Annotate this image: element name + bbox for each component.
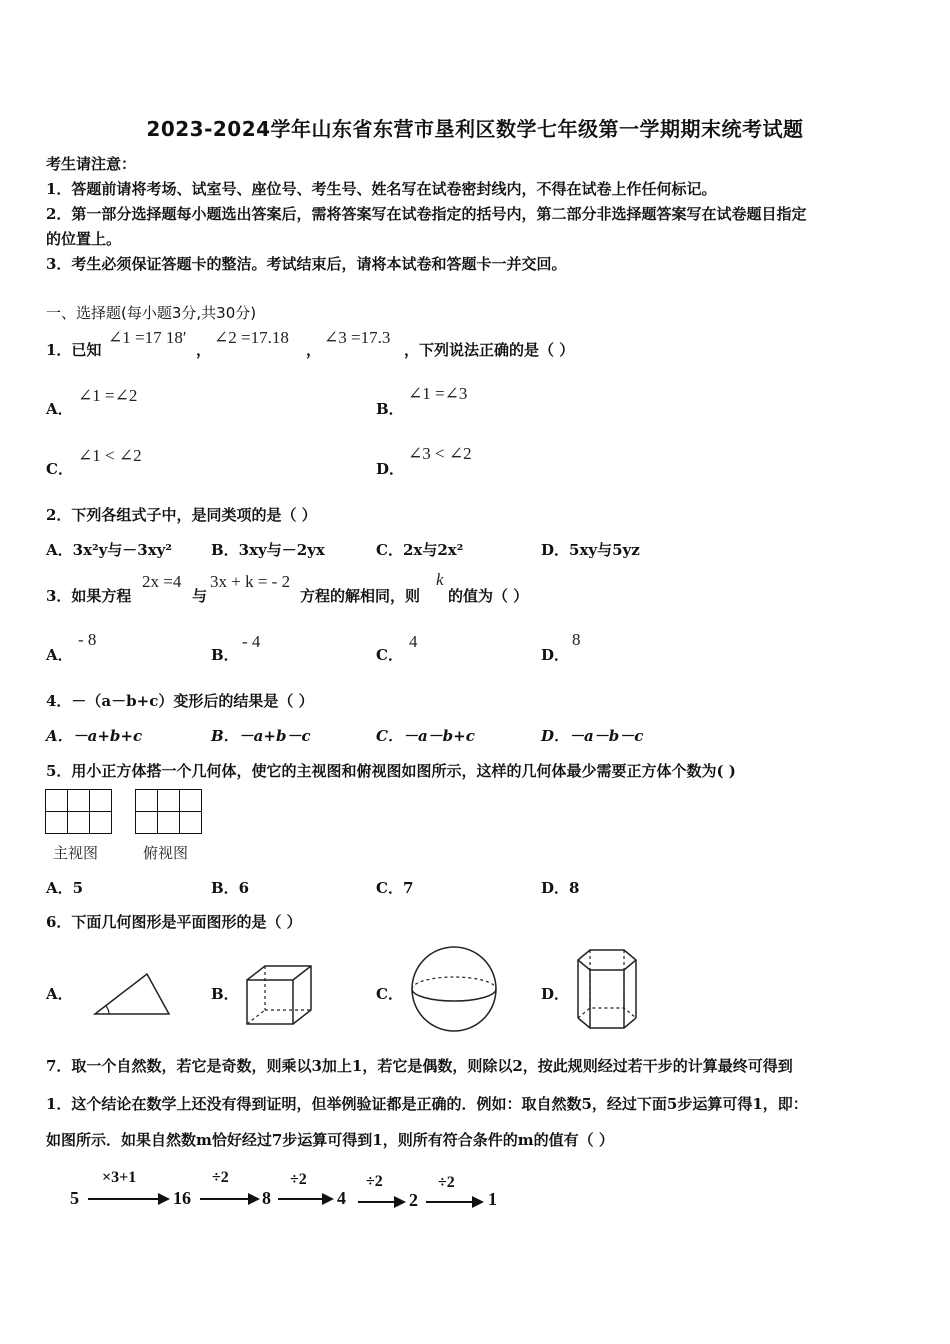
- q2-option-c: C．2x与2x²: [376, 541, 464, 559]
- flow-op-5: ÷2: [438, 1174, 455, 1191]
- notice-item-3: 3．考生必须保证答题卡的整洁。考试结束后，请将本试卷和答题卡一并交回。: [46, 255, 567, 273]
- q3-option-a: - 8: [78, 630, 97, 649]
- notice-item-2-cont: 的位置上。: [46, 230, 122, 248]
- notice-item-1: 1．答题前请将考场、试室号、座位号、考生号、姓名写在试卷密封线内，不得在试卷上作任何标记。: [46, 180, 717, 198]
- q1-option-a: ∠1 =∠2: [78, 386, 138, 405]
- q2-option-d: D．5xy与5yz: [541, 541, 640, 559]
- q5-option-b: B．6: [211, 879, 250, 897]
- q6-stem: 6．下面几何图形是平面图形的是（ ）: [46, 913, 302, 931]
- flow-num-4: 4: [337, 1188, 346, 1208]
- q3-eq2: 3x + k = - 2: [210, 572, 291, 591]
- flow-arrow-4: [356, 1195, 408, 1209]
- q1-sep2: ，: [306, 341, 322, 359]
- flow-op-1: ×3+1: [102, 1169, 137, 1186]
- flow-op-2: ÷2: [212, 1169, 229, 1186]
- q3-option-c: 4: [409, 632, 418, 651]
- q3-option-a-label: A．: [46, 646, 73, 664]
- flow-num-5: 5: [70, 1188, 79, 1208]
- flow-num-8: 8: [262, 1188, 271, 1208]
- q7-line3: 如图所示．如果自然数m恰好经过7步运算可得到1，则所有符合条件的m的值有（ ）: [46, 1131, 614, 1149]
- flow-arrow-3: [276, 1192, 336, 1206]
- q3-option-b-label: B．: [211, 646, 239, 664]
- q6-option-c-label: C．: [376, 985, 403, 1003]
- q3-mid2: 方程的解相同，则: [300, 587, 421, 605]
- q1-option-d-label: D．: [376, 460, 405, 478]
- flow-arrow-2: [198, 1192, 262, 1206]
- q5-front-label: 主视图: [53, 844, 99, 862]
- flow-num-16: 16: [173, 1188, 191, 1208]
- q3-k: k: [436, 570, 444, 589]
- flow-arrow-5: [424, 1195, 486, 1209]
- q1-angle1: ∠1 =17 18′: [108, 328, 187, 347]
- q1-angle2: ∠2 =17.18: [214, 328, 289, 347]
- q3-suffix: 的值为（ ）: [448, 587, 529, 605]
- flow-num-1: 1: [488, 1189, 497, 1209]
- notice-item-2: 2．第一部分选择题每小题选出答案后，需将答案写在试卷指定的括号内，第二部分非选择题答案写在试卷题目指定: [46, 205, 807, 223]
- flow-op-3: ÷2: [290, 1171, 307, 1188]
- page-title: 2023-2024学年山东省东营市垦利区数学七年级第一学期期末统考试题: [146, 117, 804, 141]
- q7-line2: 1．这个结论在数学上还没有得到证明，但举例验证都是正确的．例如：取自然数5，经过下面5步运算可得1，即：: [46, 1095, 808, 1113]
- sphere-figure: [404, 942, 508, 1036]
- q1-option-b: ∠1 =∠3: [408, 384, 468, 403]
- q2-option-b: B．3xy与－2yx: [211, 541, 325, 559]
- q1-angle3: ∠3 =17.3: [324, 328, 391, 347]
- q5-stem: 5．用小正方体搭一个几何体，使它的主视图和俯视图如图所示，这样的几何体最少需要正方体个数为( ): [46, 762, 736, 780]
- q1-option-c-label: C．: [46, 460, 73, 478]
- q4-option-b: B．－a+b－c: [211, 727, 311, 745]
- flow-num-2: 2: [409, 1190, 418, 1210]
- q5-option-d: D．8: [541, 879, 580, 897]
- hexagonal-prism-figure: [568, 942, 658, 1036]
- q1-suffix: ，下列说法正确的是（ ）: [404, 341, 575, 359]
- q2-option-a: A．3x²y与－3xy²: [46, 541, 172, 559]
- q3-option-c-label: C．: [376, 646, 403, 664]
- q4-stem: 4．－（a－b+c）变形后的结果是（ ）: [46, 692, 314, 710]
- q3-option-b: - 4: [242, 632, 261, 651]
- q3-mid: 与: [192, 587, 208, 605]
- flow-op-4: ÷2: [366, 1173, 383, 1190]
- q5-top-label: 俯视图: [143, 844, 189, 862]
- q5-top-view: [135, 789, 202, 834]
- q1-option-c: ∠1 < ∠2: [78, 446, 142, 465]
- q5-front-view: [45, 789, 112, 834]
- cube-figure: [238, 952, 338, 1036]
- q1-option-a-label: A．: [46, 400, 73, 418]
- notice-heading: 考生请注意：: [46, 155, 137, 173]
- q1-option-d: ∠3 < ∠2: [408, 444, 472, 463]
- q3-eq1: 2x =4: [142, 572, 182, 591]
- q5-option-a: A．5: [46, 879, 84, 897]
- q3-option-d-label: D．: [541, 646, 570, 664]
- q2-stem: 2．下列各组式子中，是同类项的是（ ）: [46, 506, 317, 524]
- q4-option-c: C．－a－b+c: [376, 727, 475, 745]
- q7-line1: 7．取一个自然数，若它是奇数，则乘以3加上1，若它是偶数，则除以2，按此规则经过若干步的计算最终可得到: [46, 1057, 793, 1075]
- q1-option-b-label: B．: [376, 400, 404, 418]
- section-heading: 一、选择题(每小题3分,共30分): [46, 304, 257, 322]
- q4-option-d: D．－a－b－c: [541, 727, 644, 745]
- flow-arrow-1: [86, 1192, 172, 1206]
- triangle-figure: [73, 952, 183, 1036]
- q6-option-a-label: A．: [46, 985, 73, 1003]
- q6-option-b-label: B．: [211, 985, 239, 1003]
- q5-option-c: C．7: [376, 879, 414, 897]
- q1-prefix: 1．已知: [46, 341, 102, 359]
- q3-prefix: 3．如果方程: [46, 587, 132, 605]
- q6-option-d-label: D．: [541, 985, 570, 1003]
- q4-option-a: A．－a+b+c: [46, 727, 143, 745]
- q1-sep1: ，: [196, 341, 212, 359]
- q3-option-d: 8: [572, 630, 581, 649]
